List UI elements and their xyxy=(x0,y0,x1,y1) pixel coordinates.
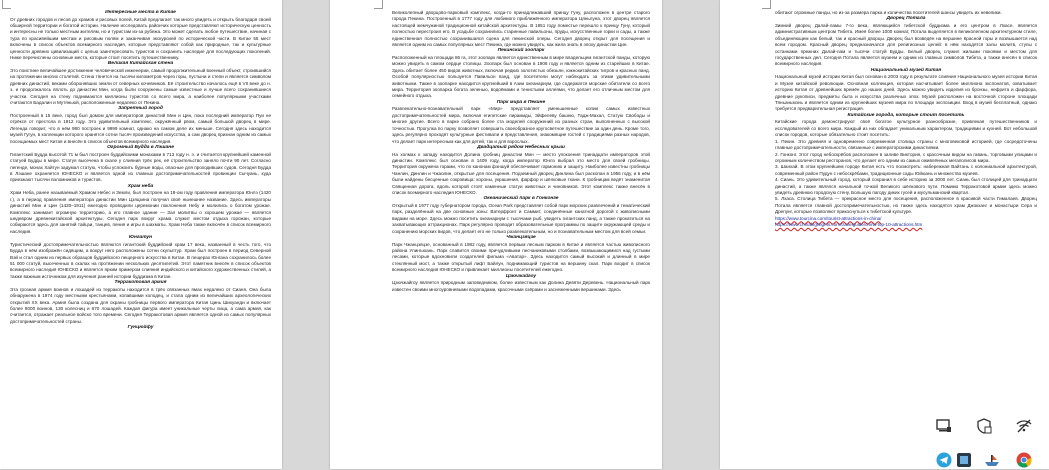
section-heading: Двадцатый рядом Небесных крыш xyxy=(477,144,565,150)
paragraph: От древних городов и лесов до храмов и рисовых полей, Китай предлагает так много увидеть и открыть благодаря своей обширной территории и богатой истории. Наличие исследовать райончих которые представляют историческую ценность и интересны не только местным жителям, но и туристам из-за рубежа. Это может сделать любое путешествие, начиная с тура по красивейшим местам и рисовым полям и заканчивая экскурсией по исторической части. В Китае 55 мест включены в список объектов всемирного наследия, которые представляют собой как природные, так и культурные ценности древних цивилизаций с целью заинтересовать туристов и сохранить наследие для последующих поколений. Ниже перечислены основные места, которые стоит посетить путешественнику. xyxy=(10,16,271,61)
section-heading: Цзючжайгоу xyxy=(505,273,537,279)
section-heading: Юнгатун xyxy=(128,235,153,241)
section-heading: Огромный Будда в Лэшане xyxy=(107,145,174,151)
list-item: 1. Пекин. Это древняя и одновременно современная столица страны с многовековой историей, где сосредоточены главные достопримечательности, связанные с императорскими династиями. xyxy=(775,138,1037,151)
ship-icon[interactable] xyxy=(982,450,1002,470)
page-3-content xyxy=(775,10,1037,469)
section-heading: Запретный город xyxy=(118,106,163,112)
corner-mark xyxy=(374,0,383,9)
page-2-content xyxy=(392,10,650,469)
shield-icon[interactable] xyxy=(974,416,994,436)
document-page-1 xyxy=(0,0,282,469)
system-tray-overlay xyxy=(920,410,1049,469)
corner-mark xyxy=(2,0,11,9)
paragraph: Китайские города демонстрируют своё богатое культурное разнообразие, привлекая путешественников и исследователей со всего мира. Каждый из них обладает уникальным характером, традициями и кухней. Вот небольшой список городов, которые обязательно стоит посетить: xyxy=(775,119,1037,138)
paragraph: Гигантский Будда высотой 71 м был построен буддийскими монахами в 713 году н. э. и считается крупнейшей каменной статуей Будды в мире. Статуя высечена в скале у слияния трёх рек, её строительство заняло почти 90 лет. Согласно легенде, монах Хайтун задумал статую, чтобы успокоить бурные воды, опасные для проходивших судов. Сегодня Будда в Лэшане охраняется ЮНЕСКО и является одной из главных достопримечательностей провинции Сычуань, куда приезжают тысячи паломников и туристов. xyxy=(10,151,271,183)
paragraph: Это поистине величайшее достижение человеческой инженерии, самый продолжительный военный объект, строившийся на протяжении многих столетий. Стена тянется на тысячи километров через горы, пустыни и степи и является символом древних династий, веками оборонявших земли от северных кочевников. Её строительство началось ещё в VII веке до н. э. и продолжалось вплоть до династии Мин, когда были сооружены самые известные и лучше всего сохранившиеся участки. Сегодня на стену поднимаются миллионы туристов со всего мира, а наиболее популярными участками считаются Бадалин и Мутяньюй, расположенные недалеко от Пекина. xyxy=(10,68,271,106)
paragraph: Эта грозная армия воинов и лошадей из терракоты находится в трёх связанных ямах недалеко от Сианя. Она была обнаружена в 1974 году местными крестьянами, копавшими колодец, и стала одним из величайших археологических открытий XX века. Армия была создана для охраны гробницы первого императора Китая Цинь Шихуанди и включает более 8000 воинов, 130 колесниц и 670 лошадей. Каждая фигура имеет уникальные черты лица, а сама армия, как считается, отражает реальное войско того времени. Сегодня Терракотовая армия является одной из самых популярных достопримечательностей страны. xyxy=(10,286,271,324)
document-page-2 xyxy=(330,0,662,469)
section-heading: Океанический парк в Гонконге xyxy=(483,196,559,202)
app-icon[interactable] xyxy=(954,450,974,470)
section-heading: Гунцюйфу xyxy=(127,325,154,331)
section-heading: Пекинский зоопарк xyxy=(497,48,545,54)
section-heading: Интересные места в Китае xyxy=(105,10,176,15)
paragraph: На холмах к западу находится Долина гробниц династии Мин — место упокоения тринадцати императоров этой династии. Комплекс был основан в 1409 году, когда император Юнлэ выбрал это место для своей гробницы. Территория окружена горами, что по канонам фэншуй обеспечивает гармонию и защиту. Наиболее известны гробницы Чанлин, Динлин и Чжаолин, открытые для посещения. Подземный дворец Динлина был раскопан в 1956 году, и в нём были найдены бесценные сокровища: короны, украшения, фарфор и шёлковые ткани. К гробницам ведёт знаменитая Священная дорога, вдоль которой стоят каменные статуи животных и чиновников. Этот комплекс также внесён в список всемирного наследия ЮНЕСКО. xyxy=(392,151,650,195)
paragraph: Цзючжайгоу является природным заповедником, более известным как Долина Девяти Деревень. Национальный парк известен своими многоуровневыми водопадами, красочными озёрами и заснеженными вершинами. Здесь xyxy=(392,280,650,292)
paragraph: Храм Неба, ранее называемый Храмом Небес и Земли, был построен на 18-ом году правления императора Юнлэ (1420 г.), а в период правления императора династии Мин Цзяцзина получил своё нынешнее название. Здесь императоры династий Мин и Цин (1420–1911) ежегодно проводили церемонии поклонения Небу и молились о богатом урожае. Комплекс занимает огромную территорию, а его главное здание — Зал молитвы о хорошем урожае — является шедевром древнекитайской архитектуры. Сегодня парк вокруг храма служит местом отдыха горожан, которые собираются здесь для занятий тайцзи, танцев, пения и игры в шахматы. Храм Неба также включён в список всемирного наследия. xyxy=(10,190,271,234)
list-item: 3. Шанхай. В этом крупнейшем городе Китая есть что посмотреть: набережная Вайтань с колониальной архитектурой, современный район Пудун с небоскрёбами, традиционные сады Юйюань и множество музеев. xyxy=(775,164,1037,176)
section-heading: Великая Китайская стена xyxy=(107,61,174,67)
corner-mark xyxy=(762,0,771,9)
list-item: 4. Сиань. Это удивительный город, который сохранил в себе историю за 3000 лет. Сиань был столицей для тринадцати династий, а также являлся начальной точкой Великого шёлкового пути. Помимо Терракотовой армии здесь можно увидеть древнюю городскую стену, Большую пагоду диких гусей и мусульманский квартал. xyxy=(775,177,1037,195)
list-item: 5. Лхаса. Столица Тибета — прекрасное место для посещения, расположенное в красивой части Гималаев. Дворец Потала является главной достопримечательностью, но также здесь находятся храм Джокханг и монастыри Сера и Дрепунг, которые позволяют прикоснуться к тибетской культуре. xyxy=(775,196,1037,215)
chrome-icon[interactable] xyxy=(1014,450,1034,470)
paragraph: Великолепный дворцово-парковый комплекс, когда-то принадлежавший принцу Гуну, расположен в центре старого города Пекина. Построенный в 1777 году для любимого приближённого императора Цяньлуна, этот дворец является настоящей жемчужиной традиционной китайской архитектуры. В 1851 году поместье перешло к принцу Гуну, который полностью перестроил его. В усадьбе сохранились старинные павильоны, пруды, искусственные горки и сады, а также единственная полностью сохранившаяся сцена для пекинской оперы. Сегодня дворец открыт для посещения и является одним из самых популярных мест Пекина, где можно увидеть, как жила знать в эпоху династии Цин. xyxy=(392,10,650,48)
source-link[interactable]: https://www.chinahighlights.com/travelguide/china-top-10-attractions.htm xyxy=(775,221,923,227)
paragraph: обитают огромные панды, но из-за размера парка и количества посетителей шансы увидеть их невелики. xyxy=(775,10,1002,15)
section-heading: Чжанцзяцзе xyxy=(506,234,536,240)
section-heading: Китайские города, которые стоит посетить xyxy=(847,112,965,118)
paragraph: Открытый в 1977 году губернатором города, Ocean Park представляет собой парк морских развлечений и тематический парк, разделённый на две основные зоны: Ватерфронт и Саммит, соединённые канатной дорогой с живописными видами на море. Здесь можно посетить океанариум с тысячами рыб, увидеть гигантских панд, а также прокатиться на захватывающих аттракционах. Парк регулярно проводит образовательные программы по защите окружающей среды и сохранению морских видов, что делает его не только развлекательным, но и познавательным местом для всей семьи. xyxy=(392,202,650,234)
paragraph: Парк Чжанцзяцзе, основанный в 1982 году, является первым лесным парком в Китае и является частью живописного района Улинъюань. Парк славится своими причудливыми песчаниковыми столбами, возвышающимися над густыми лесами, которые вдохновили создателей фильма «Аватар». Здесь находится самый высокий и длинный в мире стеклянный мост, а также открытый лифт Байлун, поднимающий туристов на вершину скал. Парк входит в список всемирного наследия ЮНЕСКО и привлекает миллионы посетителей ежегодно. xyxy=(392,241,650,273)
list-item: 2. Гонконг. Этот город небоскрёбов расположен в заливе Виктория, с красочным видом на гавань, торговыми улицами и огромным количеством ресторанов, что делает его одним из самых оживлённых мегаполисов мира. xyxy=(775,151,1037,163)
section-heading: Национальный музей Китая xyxy=(870,67,942,73)
paragraph: Расположенный на площади 86 га, этот зоопарк является единственным в мире владельцем гигантской панды, которую можно увидеть в самом сердце столицы. Зоопарк был основан в 1906 году и является одним из старейших в Китае. Здесь обитает более 450 видов животных, включая редких золотистых обезьян, южнокитайских тигров и красных панд. Особой популярностью пользуется Павильон панд, где посетители могут наблюдать за этими удивительными животными. Также в зоопарке находится крупнейший в Азии океанариум, где содержатся морские обитатели со всего мира. Территория зоопарка богата зеленью, водоёмами и тенистыми аллеями, что делает его отличным местом для семейного отдыха. xyxy=(392,55,650,99)
paragraph: Развлекательно-познавательный парк «Мир» представляет уменьшенные копии самых известных достопримечательностей мира, включая египетские пирамиды, Эйфелеву башню, Тадж-Махал, Статую Свободы и многие другие. Всего в парке собрано более ста моделей сооружений из разных стран, выполненных с высокой точностью. Прогулка по парку позволяет совершить своеобразное кругосветное путешествие за один день. Кроме того, здесь регулярно проходят культурные фестивали и представления, знакомящие гостей с традициями разных народов, что делает парк интересным как для детей, так и для взрослых. xyxy=(392,106,650,144)
wifi-off-icon[interactable] xyxy=(1014,416,1034,436)
source-link[interactable]: https://www.tourcina.com/tourist-attractions-in-china/ xyxy=(775,215,882,221)
paragraph: Туристический достопримечательностью являются гигантский буддийский храм 17 века, названный в честь того, что Будда в нём изображён сидящим, а вокруг него расположены сотни скульптур. Храм был построен в период Северной Вэй и стал одним из первых образцов буддийского пещерного искусства в Китае. В пещерах Юнгана сохранилось более 51 000 статуй, высеченных в скалах на протяжении нескольких десятилетий. Этот памятник внесён в список объектов всемирного наследия ЮНЕСКО и является ярким примером слияния индийского и китайского художественных стилей, а также важным источником для изучения ранней истории буддизма в Китае. xyxy=(10,241,271,279)
section-heading: Храм неба xyxy=(127,183,154,189)
display-icon[interactable] xyxy=(934,416,954,436)
telegram-icon[interactable] xyxy=(934,450,954,470)
page-1-content xyxy=(10,10,271,469)
section-heading: Терракотовая армия xyxy=(114,280,167,286)
section-heading: Парк мира в Пекине xyxy=(496,99,546,105)
paragraph: Построенный в 15 веке, город был домом для императоров династий Мин и Цин, пока последний император Пуи не отрёкся от престола в 1912 году. Это удивительный комплекс, окружённый рвом, самый большой дворец в мире. Легенда говорит, что в нём 980 построек и 9999 комнат, однако на самом деле их меньше. Сегодня здесь находится музей Гугун, в коллекции которого хранятся сотни тысяч произведений искусства, а сам дворец признан одним из самых посещаемых мест Китая и внесён в список объектов всемирного наследия. xyxy=(10,113,271,144)
document-page-3 xyxy=(720,0,1049,469)
paragraph: Зимний дворец Далай-ламы 7-го века, являющийся тибетской буддизма и его центром в Лхасе, является административным центром Тибета. Имея более 1000 комнат, Потала выделяется в великолепном архитектурном стиле, объединяющем как белый, так и красный дворцы. Дворец был возведён на вершине Красной горы и возвышается над всем городом. Красный дворец предназначался для религиозных целей: в нём находятся залы молитв, ступы с останками прежних Далай-лам и тысячи статуй Будды. Белый дворец служил жилыми покоями и местом для государственных дел. Сегодня Потала является музеем и одним из главных символов Тибета, а также внесён в список всемирного наследия. xyxy=(775,23,1037,67)
paragraph: Национальный музей истории Китая был основан в 2003 году в результате слияния Национального музея истории Китая и Музея китайской революции. Основная коллекция, которая насчитывает более миллиона экспонатов, охватывает историю Китая от древнейших времён до наших дней. Здесь можно увидеть изделия из бронзы, нефрита и фарфора, древние рукописи, предметы быта и искусства различных эпох. Музей расположен на восточной стороне площади Тяньаньмэнь и является одним из крупнейших музеев мира по площади экспозиции. Вход в музей бесплатный, однако требуется предварительная регистрация. xyxy=(775,74,1037,112)
section-heading: Дворец Потала xyxy=(886,16,926,22)
